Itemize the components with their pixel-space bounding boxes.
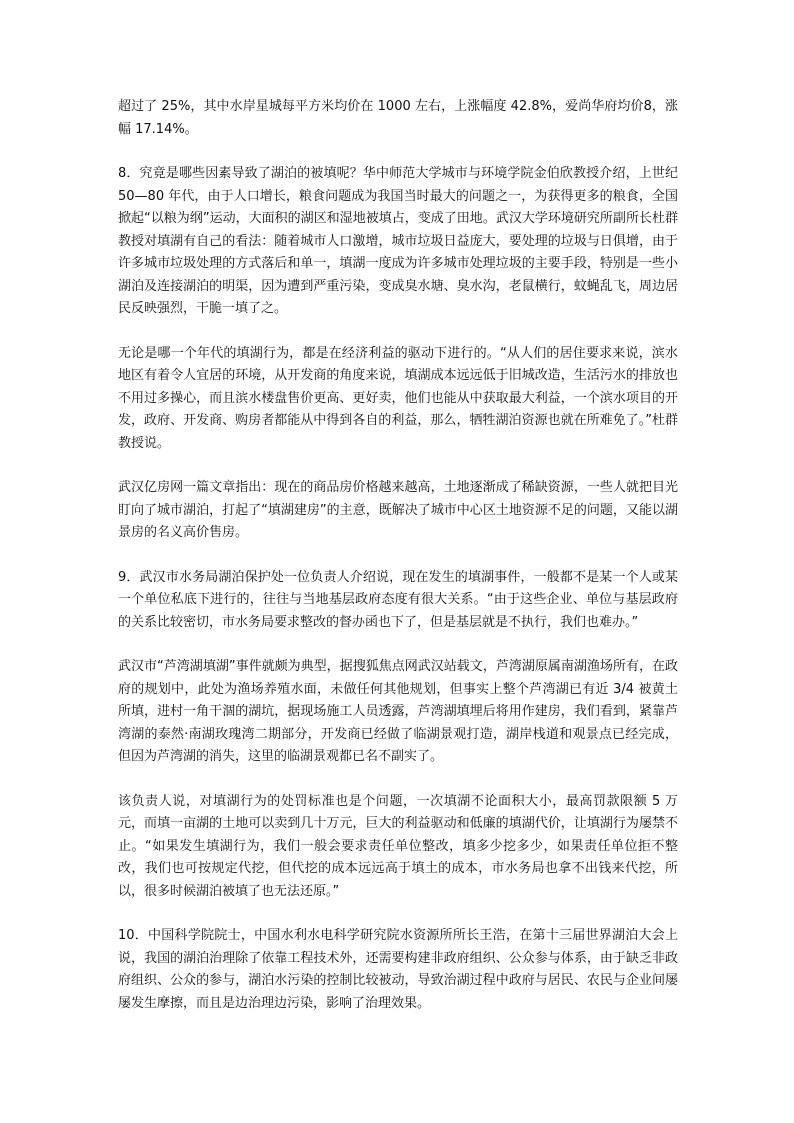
document-body xyxy=(118,96,678,1015)
paragraph-section-8-causes: 8．究竟是哪些因素导致了湖泊的被填呢？华中师范大学城市与环境学院金伯欣教授介绍，上世纪 50—80 年代，由于人口增长，粮食问题成为我国当时最大的问题之一，为获得更多的粮食，全国掀起“以粮为纲”运动，大面积的湖区和湿地被填占，变成了田地。武汉大学环境研究所副所长杜群教授对填湖有自己的看法：随着城市人口激增，城市垃圾日益庞大，要处理的垃圾与日俱增，由于许多城市垃圾处理的方式落后和单一，填湖一度成为许多城市处理垃圾的主要手段，特别是一些小湖泊及连接湖泊的明渠，因为遭到严重污染，变成臭水塘、臭水沟，老鼠横行，蚊蝇乱飞，周边居民反映强烈，干脆一填了之。 xyxy=(118,166,678,316)
paragraph-penalty-standard: 该负责人说，对填湖行为的处罚标准也是个问题，一次填湖不论面积大小，最高罚款限额 5 万元，而填一亩湖的土地可以卖到几十万元，巨大的利益驱动和低廉的填湖代价，让填湖行为屡禁不止。“如果发生填湖行为，我们一般会要求责任单位整改，填多少挖多少，如果责任单位拒不整改，我们也可按规定代挖，但代挖的成本远远高于填土的成本，市水务局也拿不出钱来代挖，所以，很多时候湖泊被填了也无法还原。” xyxy=(118,793,678,899)
paragraph-section-9-water-bureau: 9．武汉市水务局湖泊保护处一位负责人介绍说，现在发生的填湖事件，一般都不是某一个人或某一个单位私底下进行的，往往与当地基层政府态度有很大关系。“由于这些企业、单位与基层政府的关系比较密切，市水务局要求整改的督办函也下了，但是基层就是不执行，我们也难办。” xyxy=(118,569,678,630)
paragraph-price-increase: 超过了 25%，其中水岸星城每平方米均价在 1000 左右，上涨幅度 42.8%，爱尚华府均价8，涨幅 17.14%。 xyxy=(118,99,678,137)
paragraph-yifang-article: 武汉亿房网一篇文章指出：现在的商品房价格越来越高，土地逐渐成了稀缺资源，一些人就把目光盯向了城市湖泊，打起了“填湖建房”的主意，既解决了城市中心区土地资源不足的问题，又能以湖景房的名义高价售房。 xyxy=(118,480,678,540)
paragraph-economic-interests: 无论是哪一个年代的填湖行为，都是在经济利益的驱动下进行的。“从人们的居住要求来说，滨水地区有着令人宜居的环境，从开发商的角度来说，填湖成本远远低于旧城改造，生活污水的排放也不用过多操心，而且滨水楼盘售价更高、更好卖，他们也能从中获取最大利益，一个滨水项目的开发，政府、开发商、购房者都能从中得到各自的利益，那么，牺牲湖泊资源也就在所难免了。”杜群教授说。 xyxy=(118,345,678,451)
paragraph-luwan-lake-case: 武汉市“芦湾湖填湖”事件就颇为典型，据搜狐焦点网武汉站载文，芦湾湖原属南湖渔场所有，在政府的规划中，此处为渔场养殖水面，未做任何其他规划，但事实上整个芦湾湖已有近 3/4 被黄土所填，进村一角干涸的湖坑，据现场施工人员透露，芦湾湖填埋后将用作建房，我们看到，紧靠芦湾湖的泰然·南湖玫瑰湾二期部分，开发商已经做了临湖景观打造，湖岸栈道和观景点已经完成，但因为芦湾湖的消失，这里的临湖景观都已名不副实了。 xyxy=(118,659,678,764)
paragraph-section-10-wang-hao: 10．中国科学院院士，中国水利水电科学研究院水资源所所长王浩，在第十三届世界湖泊大会上说，我国的湖泊治理除了依靠工程技术外，还需要构建非政府组织、公众参与体系，由于缺乏非政府组织、公众的参与，湖泊水污染的控制比较被动，导致治湖过程中政府与居民、农民与企业间屡屡发生摩擦，而且是边治理边污染，影响了治理效果。 xyxy=(118,928,678,1011)
